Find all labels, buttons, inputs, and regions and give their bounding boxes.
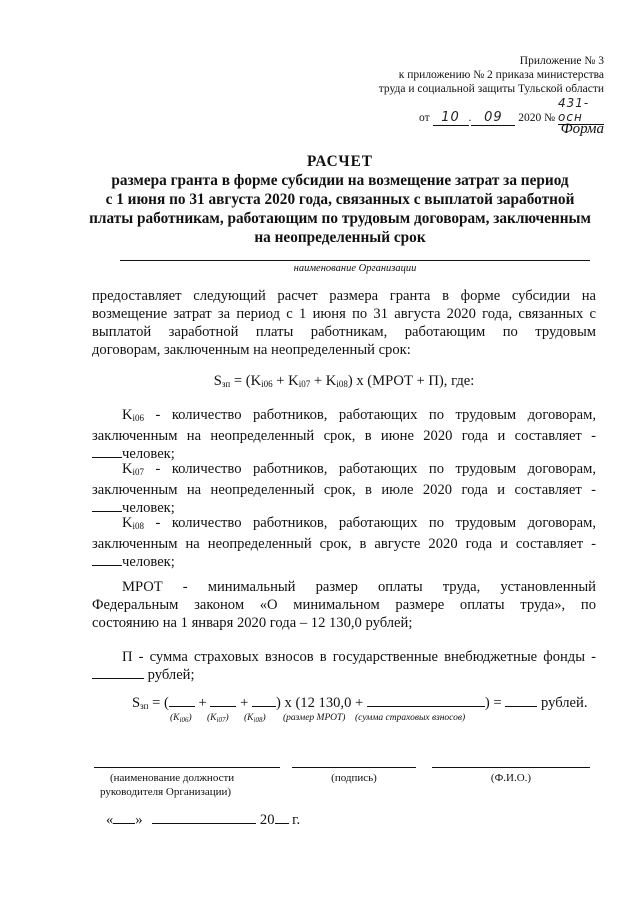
calc-part: ) x (12 130,0 + [275,695,364,711]
caption-text: ) [188,713,192,723]
p-definition [92,648,596,684]
k-sub: i08 [132,521,145,531]
month-blank[interactable] [152,823,256,824]
document-title [70,152,610,247]
appendix-date-line: от 10 . 09 2020 № 431-осн [379,96,604,126]
definition-line [92,553,596,571]
definition-k07 [92,460,596,517]
order-number: 431-осн [558,96,604,125]
calc-plus: + [240,695,249,711]
formula-part: + K [272,373,299,389]
formula-sub: i08 [336,379,348,389]
caption-insurance: (сумма страховых взносов) [355,713,466,723]
fio-caption: (Ф.И.О.) [490,772,532,784]
caption-k07 [207,713,229,724]
caption-text: (K [170,713,180,723]
title-main: РАСЧЕТ [307,153,373,170]
calc-s-sub: зп [140,701,149,711]
form-label: Форма [560,121,604,137]
org-name-line[interactable] [120,260,590,261]
year-suffix: г. [292,812,301,828]
formula-s: S [213,373,222,389]
intro-line: выплатой заработной платы работникам, работающим по трудовым [92,324,596,340]
definition-text: - количество работников, работающих по трудовым договорам, [144,515,596,531]
caption-mrot: (размер МРОТ) [283,713,346,723]
definition-k08 [92,514,596,571]
p-text: рублей; [147,667,195,683]
signature-caption: (подпись) [331,772,377,784]
k08-blank[interactable] [252,706,276,707]
appendix-line3: труда и социальной защиты Тульской области [378,83,604,95]
position-line[interactable] [94,767,280,768]
definition-text: - количество работников, работающих по трудовым договорам, [144,461,596,477]
intro-line: возмещение затрат за период с 1 июня по 31 августа 2020 года, связанных с [92,306,596,322]
intro-line: предоставляет следующий расчет размера гранта в форме субсидии на [92,288,596,304]
quote-open: « [106,812,114,828]
formula-s-sub: зп [221,379,231,389]
formula-part: + K [310,373,337,389]
title-line3: платы работникам, работающим по трудовым договорам, заключенным [89,210,591,227]
caption-text: ) [225,713,229,723]
caption-sub: i06 [179,716,189,724]
day-blank[interactable] [113,823,135,824]
appendix-line2: к приложению № 2 приказа министерства [398,69,604,81]
definition-line [92,514,596,535]
position-caption [100,771,235,799]
k06-blank[interactable] [169,706,195,707]
definition-text: - количество работников, работающих по трудовым договорам, [144,407,596,423]
definition-line [92,406,596,427]
caption-sub: i08 [253,716,263,724]
insurance-blank[interactable] [92,678,144,679]
calc-part: ) = [484,695,502,711]
mrot-definition [92,578,596,632]
definition-text: человек; [122,554,175,570]
k-symbol: K [122,407,133,423]
fio-line[interactable] [432,767,590,768]
k-symbol: K [122,461,133,477]
position-caption-line: (наименование должности [110,772,235,784]
count-blank[interactable] [92,565,122,566]
definition-line: заключенным на неопределенный срок, в июне 2020 года и составляет - [92,428,596,444]
position-caption-line: руководителя Организации) [100,786,232,798]
appendix-line1: Приложение № 3 [519,55,604,67]
date-month: 09 [471,111,515,126]
mrot-line: Федеральным законом «О минимальном размере оплаты труда», по [92,597,596,613]
org-caption: наименование Организации [293,263,417,274]
k07-blank[interactable] [210,706,236,707]
title-line4: на неопределенный срок [254,229,426,246]
caption-sub: i07 [216,716,226,724]
calculation-line [132,695,602,712]
result-blank[interactable] [505,706,537,707]
caption-text: ) [262,713,266,723]
caption-text: (K [244,713,254,723]
caption-k06 [170,713,192,724]
definition-line: заключенным на неопределенный срок, в августе 2020 года и составляет - [92,536,596,552]
date-day: 10 [433,111,469,126]
year-blank[interactable] [275,823,289,824]
definition-k06 [92,406,596,463]
calc-unit: рублей. [540,695,588,711]
k-sub: i07 [132,467,145,477]
year-prefix: 20 [259,812,275,828]
definition-line [92,460,596,481]
definition-text: человек; [122,446,175,462]
k-symbol: K [122,515,133,531]
calc-part: = ( [148,695,169,711]
insurance-sum-blank[interactable] [367,706,485,707]
formula-part: ) x (МРОТ + П), где: [347,373,475,389]
definition-line: заключенным на неопределенный срок, в июле 2020 года и составляет - [92,482,596,498]
signature-line[interactable] [292,767,416,768]
count-blank[interactable] [92,457,122,458]
count-blank[interactable] [92,511,122,512]
date-prefix: от [419,112,430,124]
caption-text: (K [207,713,217,723]
appendix-header [379,54,604,126]
date-footer [106,812,300,829]
calc-s: S [132,695,141,711]
calc-plus: + [198,695,207,711]
title-line2: с 1 июня по 31 августа 2020 года, связанных с выплатой заработной [105,191,575,208]
p-line [92,666,596,684]
formula-sub: i07 [298,379,311,389]
intro-paragraph [92,287,596,359]
p-line: П - сумма страховых взносов в государственные внебюджетные фонды - [122,649,596,665]
date-year: 2020 № [518,112,556,124]
main-formula [92,373,596,390]
caption-k08 [244,713,266,724]
intro-line: договорам, заключенным на неопределенный срок: [92,342,411,358]
mrot-line: МРОТ - минимальный размер оплаты труда, установленный [122,579,596,595]
formula-sub: i06 [261,379,273,389]
mrot-line: состоянию на 1 января 2020 года – 12 130,0 рублей; [92,615,413,631]
quote-close: » [135,812,143,828]
k-sub: i06 [132,413,145,423]
formula-part: = (K [230,373,262,389]
title-line1: размера гранта в форме субсидии на возмещение затрат за период [111,172,569,189]
definition-text: человек; [122,500,175,516]
